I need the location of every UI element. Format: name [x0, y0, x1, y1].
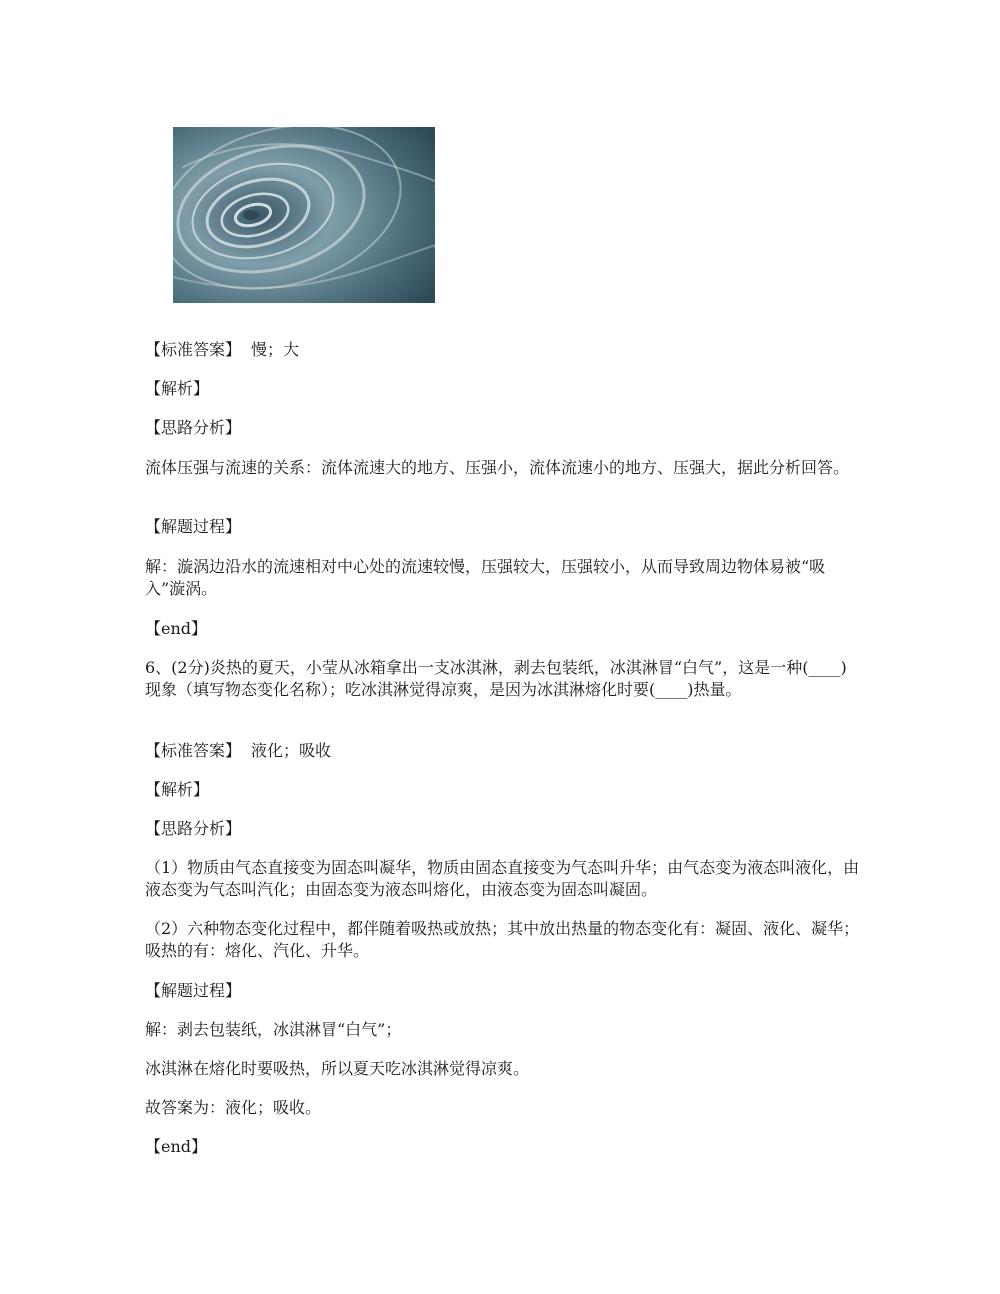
q6-analysis-label: 【解析】: [145, 780, 210, 799]
q6-question-text: 6、(2分)炎热的夏天，小莹从冰箱拿出一支冰淇淋，剥去包装纸，冰淇淋冒“白气”，这是一种(____)现象（填写物态变化名称）；吃冰淇淋觉得凉爽，是因为冰淇淋熔化时要(____)热量。: [145, 658, 847, 699]
q6-answer-line: [145, 740, 860, 762]
whirlpool-photo: [173, 127, 435, 303]
q6-process-line-1: 解：剥去包装纸，冰淇淋冒“白气”；: [145, 1020, 402, 1039]
q5-thinking-label: 【思路分析】: [145, 418, 242, 437]
q6-thinking-label: 【思路分析】: [145, 819, 242, 838]
q5-process-label: 【解题过程】: [145, 517, 242, 536]
q5-end-label: 【end】: [145, 619, 208, 638]
q5-analysis-label: 【解析】: [145, 379, 210, 398]
q6-answer-value: 液化；吸收: [251, 741, 332, 760]
whirlpool-image: [173, 127, 435, 303]
q6-thinking-text-2: （2）六种物态变化过程中，都伴随着吸热或放热；其中放出热量的物态变化有：凝固、液化、凝华；吸热的有：熔化、汽化、升华。: [145, 919, 860, 960]
q6-answer-label: 【标准答案】: [145, 741, 242, 760]
q6-thinking-text-1: （1）物质由气态直接变为固态叫凝华，物质由固态直接变为气态叫升华；由气态变为液态叫液化，由液态变为气态叫汽化；由固态变为液态叫熔化，由液态变为固态叫凝固。: [145, 858, 860, 899]
q6-process-line-2: 冰淇淋在熔化时要吸热，所以夏天吃冰淇淋觉得凉爽。: [145, 1059, 530, 1078]
q6-end-label: 【end】: [145, 1137, 208, 1156]
q6-process-label: 【解题过程】: [145, 981, 242, 1000]
q5-answer-label: 【标准答案】: [145, 340, 242, 359]
q5-answer-value: 慢；大: [251, 340, 300, 359]
q6-process-line-3: 故答案为：液化；吸收。: [145, 1098, 322, 1117]
q5-answer-line: [145, 339, 860, 361]
q5-thinking-text: 流体压强与流速的关系：流体流速大的地方、压强小，流体流速小的地方、压强大，据此分析回答。: [145, 458, 850, 477]
q5-process-text: 解：漩涡边沿水的流速相对中心处的流速较慢，压强较大，压强较小，从而导致周边物体易被“吸入”漩涡。: [145, 557, 826, 598]
